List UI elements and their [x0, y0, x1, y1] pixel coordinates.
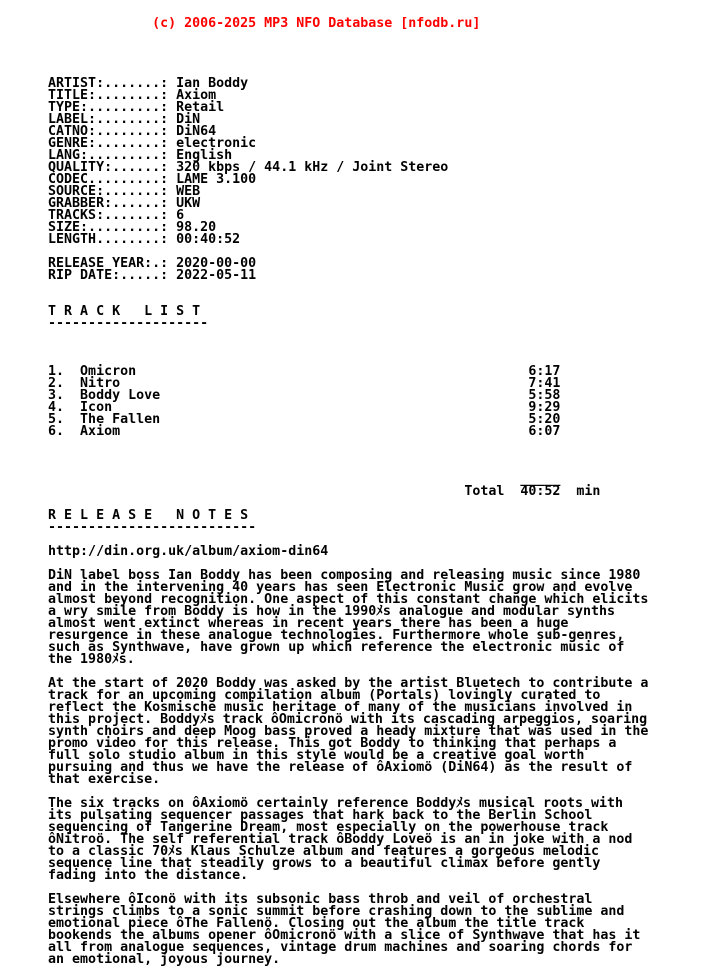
nfo-line: sequence line that steadily grows to a beautiful climax before gently	[0, 856, 601, 871]
nfo-line: almost beyond recognition. One aspect of this constant change which elicits	[0, 592, 649, 607]
nfo-line: LENGTH........: 00:40:52	[0, 232, 241, 247]
nfo-line: fading into the distance.	[0, 868, 249, 883]
nfo-line: SOURCE:.......: WEB	[0, 184, 201, 199]
nfo-line: resurgence in these analogue technologies. Furthermore whole sub-genres,	[0, 628, 625, 643]
nfo-line: 4. Icon 9:29	[0, 400, 561, 415]
nfo-line: TYPE:.........: Retail	[0, 100, 225, 115]
nfo-line: Total 40:52 min	[0, 484, 601, 499]
nfo-line: LANG:.........: English	[0, 148, 233, 163]
nfo-line: a wry smile from Boddy is how in the 1990ﾒs analogue and modular synths	[0, 604, 616, 619]
nfo-line	[0, 282, 728, 294]
nfo-line: that exercise.	[0, 772, 161, 787]
nfo-line: 1. Omicron 6:17	[0, 364, 561, 379]
nfo-line: the 1980ﾒs.	[0, 652, 135, 667]
nfo-line: --------------------------	[0, 520, 257, 535]
nfo-line: full solo studio album in this style would be a creative goal worth	[0, 748, 585, 763]
nfo-line: 2. Nitro 7:41	[0, 376, 561, 391]
nfo-line: sequencing of Tangerine Dream, most especially on the powerhouse track	[0, 820, 609, 835]
nfo-line: SIZE:.........: 98.20	[0, 220, 217, 235]
nfo-line: to a classic 70ﾒs Klaus Schulze album and features a gorgeous melodic	[0, 844, 600, 859]
nfo-line: all from analogue sequences, vintage drum machines and soaring chords for	[0, 940, 633, 955]
nfo-line: pursuing and thus we have the release of ôAxiomö (DiN64) as the result of	[0, 760, 633, 775]
nfo-line: track for an upcoming compilation album (Portals) lovingly curated to	[0, 688, 601, 703]
nfo-line: TITLE:........: Axiom	[0, 88, 217, 103]
nfo-line	[0, 450, 728, 462]
nfo-line: LABEL:........: DiN	[0, 112, 201, 127]
nfo-line: emotional piece ôThe Fallenö. Closing out the album the title track	[0, 916, 585, 931]
nfo-line	[0, 438, 728, 450]
nfo-line	[0, 330, 728, 342]
nfo-line: ôNitroö. The self referential track ôBoddy Loveö is an in joke with a nod	[0, 832, 633, 847]
nfo-line	[0, 54, 728, 66]
nfo-line: DiN label boss Ian Boddy has been composing and releasing music since 1980	[0, 568, 641, 583]
nfo-line: such as Synthwave, have grown up which reference the electronic music of	[0, 640, 625, 655]
nfo-line: RIP DATE:.....: 2022-05-11	[0, 268, 257, 283]
nfo-line: reflect the Kosmische music heritage of many of the musicians involved in	[0, 700, 633, 715]
nfo-line: this project. Boddyﾒs track ôOmicronö with its cascading arpeggios, soaring	[0, 712, 648, 727]
nfo-line: ARTIST:.......: Ian Boddy	[0, 76, 249, 91]
nfo-line: _____	[0, 472, 561, 487]
nfo-body	[0, 54, 728, 966]
nfo-line: Elsewhere ôIconö with its subsonic bass throb and veil of orchestral	[0, 892, 593, 907]
nfo-line: --------------------	[0, 316, 209, 331]
nfo-line: CATNO:........: DiN64	[0, 124, 217, 139]
nfodb-credit: (c) 2006-2025 MP3 NFO Database [nfodb.ru]	[0, 16, 481, 31]
nfo-line: GENRE:........: electronic	[0, 136, 257, 151]
nfo-line: 5. The Fallen 5:20	[0, 412, 561, 427]
nfo-line	[0, 342, 728, 354]
nfo-line: GRABBER:......: UKW	[0, 196, 201, 211]
nfo-line: TRACKS:.......: 6	[0, 208, 185, 223]
nfo-line: The six tracks on ôAxiomö certainly reference Boddyﾒs musical roots with	[0, 796, 624, 811]
nfo-line: At the start of 2020 Boddy was asked by the artist Bluetech to contribute a	[0, 676, 649, 691]
nfo-line: its pulsating sequencer passages that hark back to the Berlin School	[0, 808, 593, 823]
nfo-line: 6. Axiom 6:07	[0, 424, 561, 439]
nfo-line: synth choirs and deep Moog bass proved a heady mixture that was used in the	[0, 724, 649, 739]
nfo-line: T R A C K L I S T	[0, 304, 201, 319]
nfo-line: CODEC.........: LAME 3.100	[0, 172, 257, 187]
nfo-line: bookends the albums opener ôOmicronö with a slice of Synthwave that has it	[0, 928, 641, 943]
nfo-line: QUALITY:......: 320 kbps / 44.1 kHz / Joint Stereo	[0, 160, 449, 175]
nfo-line: R E L E A S E N O T E S	[0, 508, 249, 523]
nfo-line: almost went extinct whereas in recent years there has been a huge	[0, 616, 569, 631]
nfo-line: promo video for this release. This got Boddy to thinking that perhaps a	[0, 736, 617, 751]
nfo-line: an emotional, joyous journey.	[0, 952, 281, 967]
nfo-line: RELEASE YEAR:.: 2020-00-00	[0, 256, 257, 271]
nfo-line: strings climbs to a sonic summit before crashing down to the sublime and	[0, 904, 625, 919]
nfo-line: and in the intervening 40 years has seen Electronic Music grow and evolve	[0, 580, 633, 595]
nfo-line: http://din.org.uk/album/axiom-din64	[0, 544, 329, 559]
nfo-line: 3. Boddy Love 5:58	[0, 388, 561, 403]
